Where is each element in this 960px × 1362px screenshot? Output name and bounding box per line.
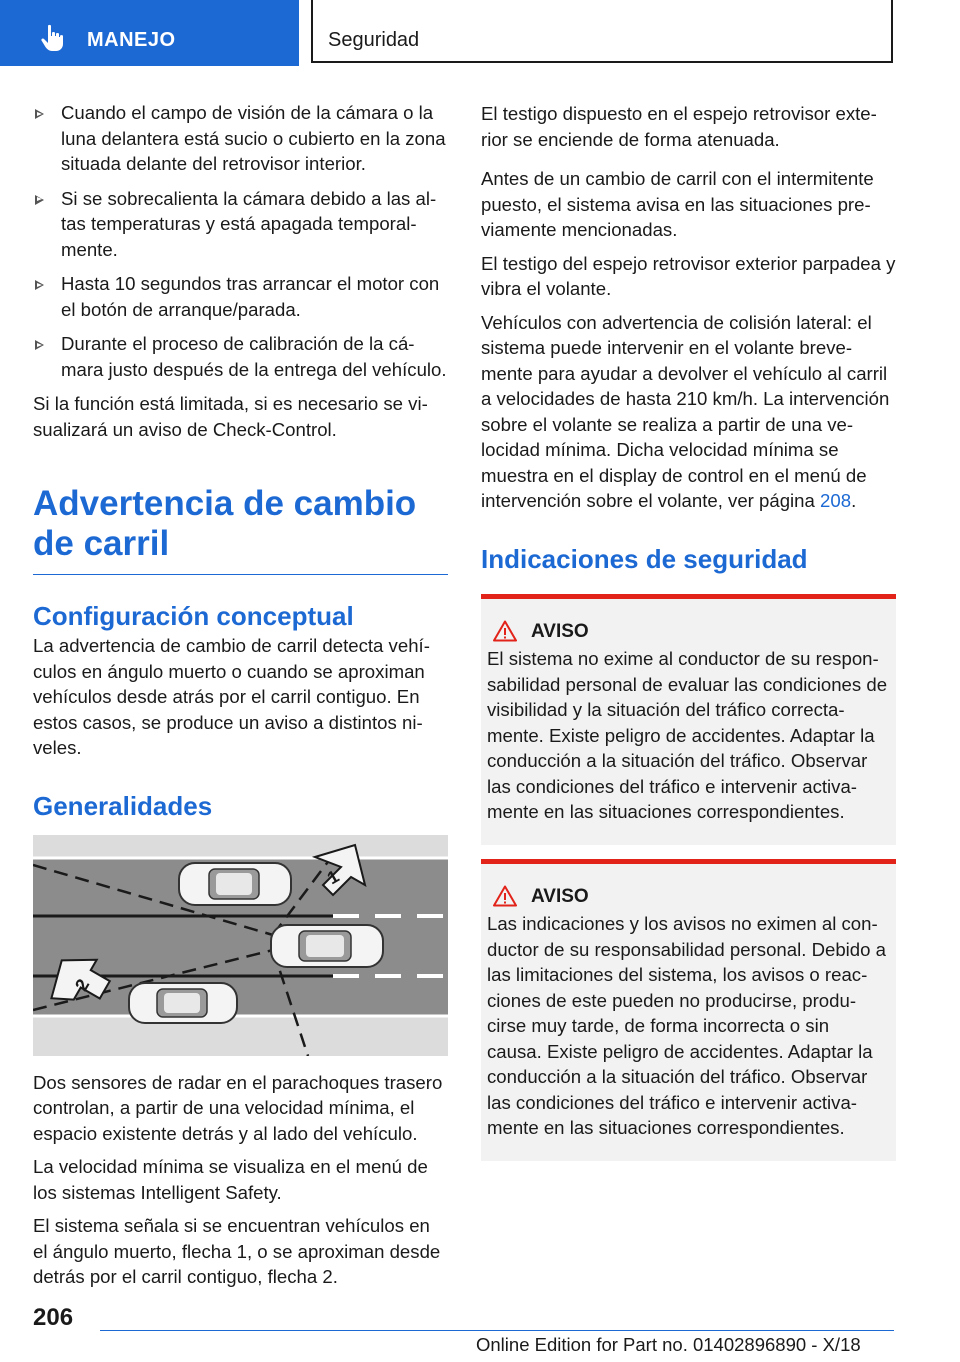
warning-triangle-icon — [493, 620, 517, 642]
radar-paragraph: Dos sensores de radar en el parachoques trasero controlan, a partir de una velocidad mínima, el espacio existente detrás y al lado del vehículo. — [33, 1071, 443, 1144]
topic-box — [311, 0, 893, 63]
section-tab[interactable] — [0, 0, 299, 66]
car-icon — [129, 983, 237, 1023]
list-item: Si se sobrecalienta la cámara debido a las altas temperaturas y está apagada temporalmente. — [33, 186, 448, 263]
warning-text: Las indicaciones y los avisos no eximen al conductor de su responsabilidad personal. Debido a las limitaciones del sistema, los avisos o reacciones de este pueden no producirse, producirse muy tarde, de forma incorrecta o sin causa. Existe peligro de accidentes. Adaptar la conducción a la situación del tráfico. Observar las condiciones del tráfico e intervenir activamente en las situaciones correspondientes. — [487, 913, 886, 1138]
arrow-2-label: 2 — [71, 975, 94, 994]
section-label: MANEJO — [87, 29, 176, 51]
car-icon — [271, 925, 383, 967]
topic-label: Seguridad — [328, 29, 420, 51]
warning-triangle-icon — [493, 885, 517, 907]
hand-pointer-icon — [40, 24, 66, 52]
warning-text: El sistema no exime al conductor de su responsabilidad personal de evaluar las condiciones de visibilidad y la situación del tráfico correctamente. Existe peligro de accidentes. Adaptar la conducción a la situación del tráfico. Observar las condiciones del tráfico e intervenir activamente en las situaciones correspondientes. — [487, 648, 888, 822]
left-column — [33, 100, 448, 1298]
warning-box — [481, 859, 896, 1161]
before-change-paragraph: Antes de un cambio de carril con el intermitente puesto, el sistema avisa en las situaciones previamente mencionadas. — [481, 168, 874, 240]
footer-rule — [100, 1330, 894, 1331]
arrow-1-label: 1 — [323, 865, 343, 888]
page-link[interactable]: 208 — [820, 490, 852, 511]
safety-heading: Indicaciones de seguridad — [481, 543, 808, 574]
list-item: Durante el proceso de calibración de la cámara justo después de la entrega del vehículo. — [33, 331, 448, 382]
page-number: 206 — [33, 1304, 74, 1331]
list-item: Hasta 10 segundos tras arrancar el motor con el botón de arranque/parada. — [33, 271, 448, 322]
warning-title: AVISO — [531, 885, 589, 907]
warning-box — [481, 594, 896, 845]
collision-text: Vehículos con advertencia de colisión lateral: el sistema puede intervenir en el volante brevemente para ayudar a devolver el vehículo al carril a velocidades de hasta 210 km/h. La intervención sobre el volante se realiza a partir de una velocidad mínima. Dicha velocidad mínima se muestra en el display de control en el menú de intervención sobre el volante, ver página — [481, 311, 890, 511]
period: . — [851, 490, 857, 511]
general-heading: Generalidades — [33, 790, 213, 821]
right-column — [481, 101, 896, 1173]
min-speed-paragraph: La velocidad mínima se visualiza en el menú de los sistemas Intelligent Safety. — [33, 1156, 428, 1203]
chapter-title: Advertencia de cambio de carril — [33, 484, 448, 575]
car-icon — [179, 863, 291, 905]
collision-paragraph — [481, 310, 896, 514]
flash-paragraph: El testigo del espejo retrovisor exterior parpadea y vibra el volante. — [481, 252, 896, 299]
signal-paragraph: El sistema señala si se encuentran vehículos en el ángulo muerto, flecha 1, o se aproximan desde detrás por el carril contiguo, flecha 2. — [33, 1215, 441, 1287]
limited-paragraph: Si la función está limitada, si es necesario se visualizará un aviso de Check-Control. — [33, 393, 428, 440]
concept-heading: Configuración conceptual — [33, 601, 354, 631]
dimmed-paragraph: El testigo dispuesto en el espejo retrovisor exterior se enciende de forma atenuada. — [481, 103, 877, 150]
list-item: Cuando el campo de visión de la cámara o la luna delantera está sucio o cubierto en la zona situada delante del retrovisor interior. — [33, 100, 448, 177]
concept-paragraph: La advertencia de cambio de carril detecta vehículos en ángulo muerto o cuando se aproximan vehículos desde atrás por el carril contiguo. En estos casos, se produce un aviso a distintos niveles. — [33, 635, 430, 758]
warning-title: AVISO — [531, 620, 589, 642]
edition-text: Online Edition for Part no. 01402896890 - X/18 — [476, 1334, 861, 1355]
lane-change-figure — [33, 835, 448, 1056]
limitation-list — [33, 100, 448, 382]
